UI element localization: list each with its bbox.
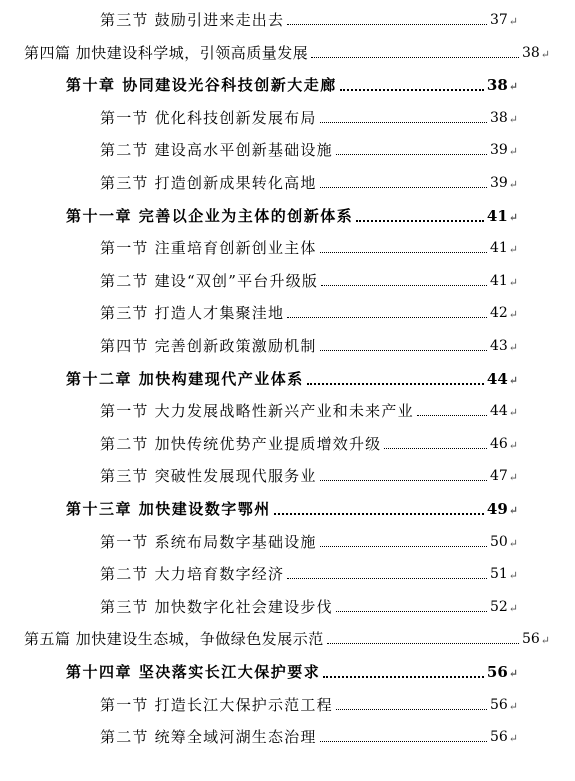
toc-entry-title: 第一节 大力发展战略性新兴产业和未来产业 bbox=[100, 402, 414, 421]
toc-entry-section[interactable] bbox=[100, 561, 518, 583]
dot-leader bbox=[287, 577, 487, 579]
toc-entry-page-number: 49 bbox=[486, 500, 508, 518]
toc-entry-chapter[interactable] bbox=[66, 496, 518, 518]
toc-entry-title: 第一节 优化科技创新发展布局 bbox=[100, 108, 317, 127]
toc-entry-section[interactable] bbox=[100, 300, 518, 322]
dot-leader bbox=[307, 382, 484, 385]
toc-entry-title: 第一节 系统布局数字基础设施 bbox=[100, 532, 317, 551]
toc-entry-page-number: 38 bbox=[486, 76, 508, 95]
toc-entry-page-number: 41 bbox=[489, 272, 508, 289]
paragraph-mark-icon: ↵ bbox=[508, 80, 518, 94]
toc-entry-page-number: 56 bbox=[489, 696, 508, 713]
toc-entry-section[interactable] bbox=[100, 137, 518, 159]
toc-entry-title: 第一节 打造长江大保护示范工程 bbox=[100, 695, 333, 714]
paragraph-mark-icon: ↵ bbox=[508, 308, 518, 322]
toc-entry-page-number: 44 bbox=[486, 369, 508, 388]
paragraph-mark-icon: ↵ bbox=[508, 471, 518, 485]
paragraph-mark-icon: ↵ bbox=[508, 373, 518, 387]
toc-entry-section[interactable] bbox=[100, 333, 518, 355]
toc-entry-title: 第二节 统筹全域河湖生态治理 bbox=[100, 728, 317, 747]
toc-entry-page-number: 52 bbox=[489, 598, 508, 615]
toc-entry-title: 第二节 加快传统优势产业提质增效升级 bbox=[100, 434, 382, 453]
paragraph-mark-icon: ↵ bbox=[508, 15, 518, 28]
paragraph-mark-icon: ↵ bbox=[508, 569, 518, 583]
dot-leader bbox=[417, 414, 487, 416]
toc-entry-page-number: 44 bbox=[489, 403, 508, 420]
toc-entry-title: 第三节 鼓励引进来走出去 bbox=[100, 11, 285, 29]
toc-entry-page-number: 41 bbox=[489, 240, 508, 257]
toc-entry-page-number: 38 bbox=[489, 109, 508, 126]
toc-entry-title: 第三节 突破性发展现代服务业 bbox=[100, 467, 317, 486]
paragraph-mark-icon: ↵ bbox=[508, 438, 518, 452]
toc-entry-section[interactable] bbox=[100, 7, 518, 29]
dot-leader bbox=[320, 186, 487, 188]
toc-entry-page-number: 43 bbox=[489, 338, 508, 354]
toc-entry-title: 第二节 建设高水平创新基础设施 bbox=[100, 141, 333, 160]
toc-entry-page-number: 39 bbox=[489, 142, 508, 159]
toc-entry-title: 第十四章 坚决落实长江大保护要求 bbox=[66, 663, 321, 681]
toc-entry-chapter[interactable] bbox=[66, 72, 518, 94]
toc-entry-section[interactable] bbox=[100, 724, 518, 746]
toc-entry-section[interactable] bbox=[100, 398, 518, 420]
toc-entry-title: 第十三章 加快建设数字鄂州 bbox=[66, 500, 271, 518]
toc-entry-page-number: 56 bbox=[521, 631, 540, 648]
toc-entry-section[interactable] bbox=[100, 529, 518, 551]
toc-entry-chapter[interactable] bbox=[66, 203, 518, 225]
dot-leader bbox=[320, 479, 487, 481]
toc-entry-title: 第四节 完善创新政策激励机制 bbox=[100, 337, 317, 355]
toc-entry-page-number: 56 bbox=[489, 729, 508, 746]
toc-entry-part[interactable] bbox=[24, 40, 550, 62]
toc-entry-page-number: 47 bbox=[489, 468, 508, 485]
toc-entry-section[interactable] bbox=[100, 594, 518, 616]
toc-entry-title: 第三节 打造人才集聚洼地 bbox=[100, 304, 285, 323]
dot-leader bbox=[311, 56, 519, 58]
toc-entry-title: 第三节 打造创新成果转化高地 bbox=[100, 174, 317, 192]
paragraph-mark-icon: ↵ bbox=[508, 406, 518, 420]
paragraph-mark-icon: ↵ bbox=[508, 145, 518, 159]
toc-entry-section[interactable] bbox=[100, 105, 518, 127]
toc-entry-chapter[interactable] bbox=[66, 659, 518, 681]
toc-entry-page-number: 51 bbox=[489, 566, 508, 583]
toc-entry-title: 第二节 建设“双创”平台升级版 bbox=[100, 271, 319, 290]
dot-leader bbox=[287, 23, 487, 25]
dot-leader bbox=[320, 349, 487, 351]
toc-entry-page-number: 56 bbox=[486, 663, 508, 681]
toc-entry-page-number: 38 bbox=[521, 44, 540, 61]
dot-leader bbox=[274, 512, 484, 515]
dot-leader bbox=[320, 121, 487, 123]
toc-entry-page-number: 42 bbox=[489, 305, 508, 322]
paragraph-mark-icon: ↵ bbox=[508, 601, 518, 615]
dot-leader bbox=[336, 610, 487, 612]
dot-leader bbox=[321, 284, 487, 286]
dot-leader bbox=[320, 251, 487, 253]
paragraph-mark-icon: ↵ bbox=[508, 536, 518, 550]
toc-entry-title: 第一节 注重培育创新创业主体 bbox=[100, 239, 317, 258]
toc-entry-section[interactable] bbox=[100, 692, 518, 714]
dot-leader bbox=[340, 88, 484, 91]
paragraph-mark-icon: ↵ bbox=[508, 112, 518, 126]
dot-leader bbox=[356, 219, 484, 222]
toc-entry-part[interactable] bbox=[24, 626, 550, 648]
dot-leader bbox=[336, 153, 487, 155]
toc-entry-title: 第四篇 加快建设科学城，引领高质量发展 bbox=[24, 43, 309, 62]
paragraph-mark-icon: ↵ bbox=[508, 210, 518, 224]
toc-entry-page-number: 39 bbox=[489, 175, 508, 191]
toc-entry-page-number: 41 bbox=[486, 206, 508, 225]
dot-leader bbox=[336, 708, 487, 710]
paragraph-mark-icon: ↵ bbox=[508, 275, 518, 289]
paragraph-mark-icon: ↵ bbox=[508, 243, 518, 257]
dot-leader bbox=[287, 316, 487, 318]
paragraph-mark-icon: ↵ bbox=[508, 732, 518, 746]
toc-entry-section[interactable] bbox=[100, 235, 518, 257]
toc-entry-title: 第十章 协同建设光谷科技创新大走廊 bbox=[66, 76, 337, 95]
toc-entry-page-number: 50 bbox=[489, 533, 508, 550]
toc-entry-title: 第二节 大力培育数字经济 bbox=[100, 565, 285, 584]
paragraph-mark-icon: ↵ bbox=[508, 667, 518, 680]
toc-entry-page-number: 46 bbox=[489, 435, 508, 452]
toc-entry-title: 第十一章 完善以企业为主体的创新体系 bbox=[66, 206, 354, 225]
toc-entry-section[interactable] bbox=[100, 268, 518, 290]
toc-entry-section[interactable] bbox=[100, 431, 518, 453]
toc-entry-page-number: 37 bbox=[489, 12, 508, 28]
paragraph-mark-icon: ↵ bbox=[508, 504, 518, 517]
toc-entry-section[interactable] bbox=[100, 463, 518, 485]
paragraph-mark-icon: ↵ bbox=[540, 634, 550, 648]
paragraph-mark-icon: ↵ bbox=[508, 178, 518, 191]
toc-entry-title: 第十二章 加快构建现代产业体系 bbox=[66, 369, 304, 388]
paragraph-mark-icon: ↵ bbox=[540, 47, 550, 61]
dot-leader bbox=[384, 447, 487, 449]
toc-entry-chapter[interactable] bbox=[66, 366, 518, 388]
toc-entry-title: 第三节 加快数字化社会建设步伐 bbox=[100, 597, 333, 616]
dot-leader bbox=[320, 545, 487, 547]
dot-leader bbox=[323, 675, 484, 678]
toc-entry-section[interactable] bbox=[100, 170, 518, 192]
paragraph-mark-icon: ↵ bbox=[508, 699, 518, 713]
paragraph-mark-icon: ↵ bbox=[508, 341, 518, 354]
dot-leader bbox=[320, 740, 487, 742]
dot-leader bbox=[327, 642, 519, 644]
toc-entry-title: 第五篇 加快建设生态城，争做绿色发展示范 bbox=[24, 630, 324, 649]
